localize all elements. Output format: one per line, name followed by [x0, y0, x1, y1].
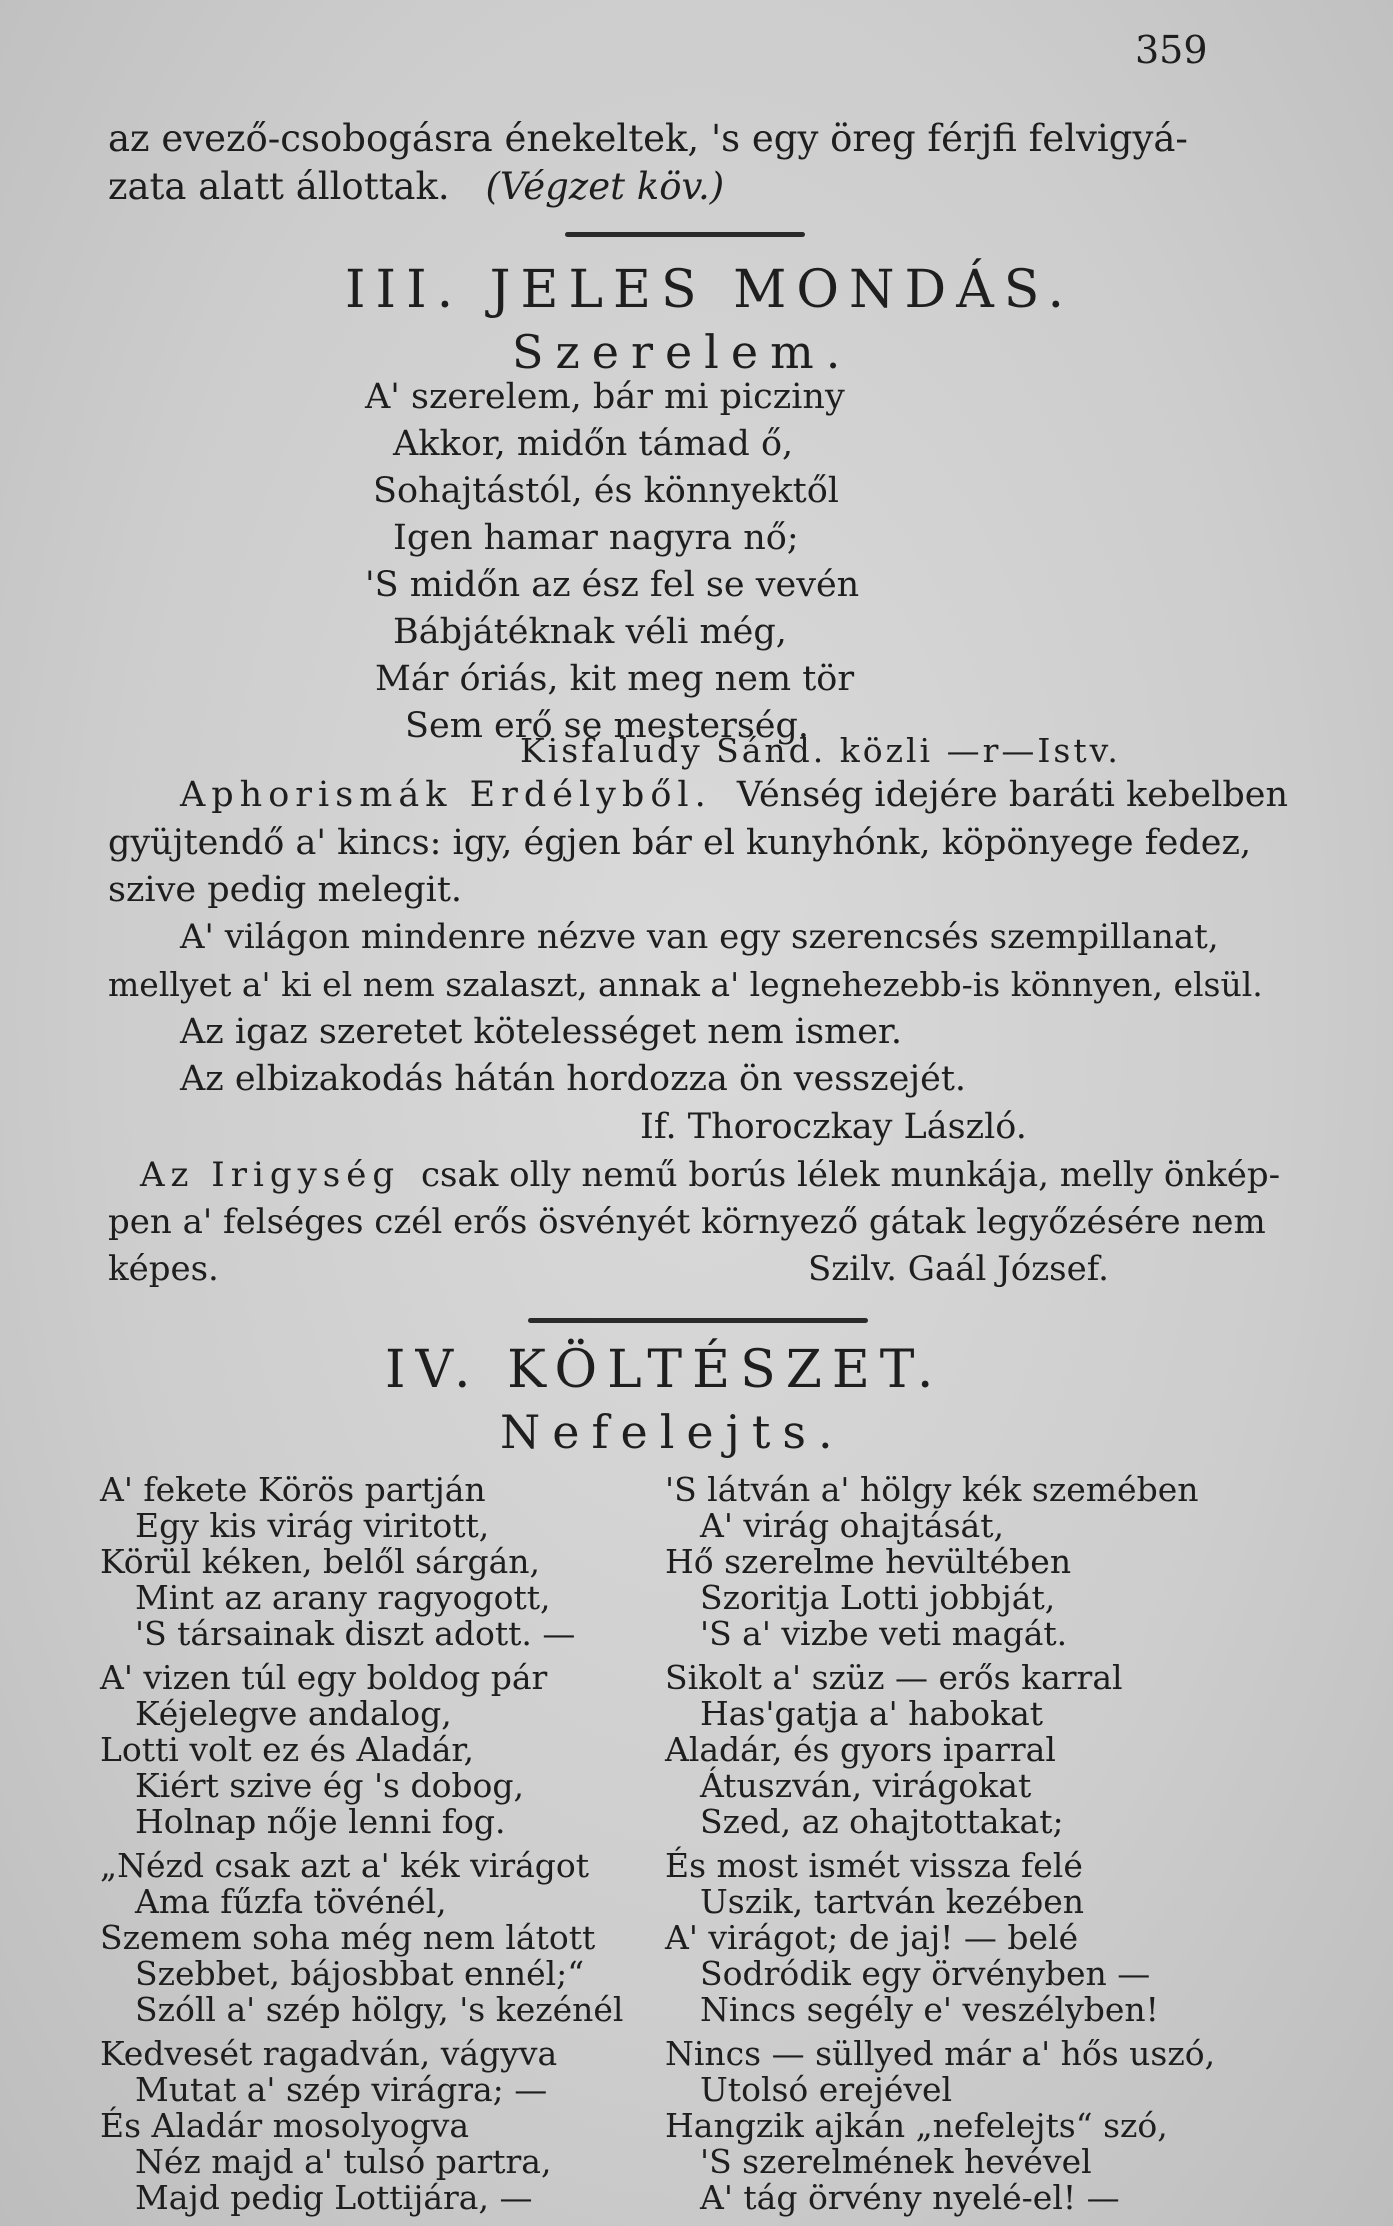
- poem-line: Sem erő se mesterség.: [405, 706, 810, 746]
- verse-line: Kéjelegve andalog,: [135, 1694, 452, 1733]
- verse-line: Sikolt a' szüz — erős karral: [665, 1658, 1123, 1697]
- verse-line: Szóll a' szép hölgy, 's kezénél: [135, 1990, 624, 2029]
- verse-line: És Aladár mosolyogva: [100, 2106, 470, 2145]
- verse-line: Mutat a' szép virágra; —: [135, 2070, 548, 2109]
- verse-line: Utolsó erejével: [700, 2070, 953, 2109]
- envy-word: Az Irigység: [140, 1155, 401, 1195]
- verse-line: 'S szerelmének hevével: [700, 2142, 1092, 2181]
- verse-line: 'S látván a' hölgy kék szemében: [665, 1470, 1199, 1509]
- verse-line: Kedvesét ragadván, vágyva: [100, 2034, 558, 2073]
- verse-line: Átuszván, virágokat: [700, 1766, 1032, 1805]
- signature-gaal: Szilv. Gaál József.: [808, 1249, 1109, 1289]
- verse-line: 'S társainak diszt adott. —: [135, 1614, 576, 1653]
- aphorism-line: A' világon mindenre nézve van egy szerencsés szempillanat,: [180, 917, 1219, 957]
- verse-line: Lotti volt ez és Aladár,: [100, 1730, 475, 1769]
- poem-line: Akkor, midőn támad ő,: [393, 424, 794, 464]
- verse-line: Uszik, tartván kezében: [700, 1882, 1085, 1921]
- attribution-kisfaludy: Kisfaludy Sánd. közli —r—Istv.: [520, 731, 1121, 770]
- continued-note: (Végzet köv.): [485, 165, 725, 208]
- verse-line: Szoritja Lotti jobbját,: [700, 1578, 1056, 1617]
- verse-line: A' vizen túl egy boldog pár: [100, 1658, 548, 1697]
- aphorism-title: [180, 775, 1288, 815]
- section-divider-2: [528, 1318, 868, 1323]
- intro-line-1: [108, 117, 1230, 160]
- verse-line: Holnap nője lenni fog.: [135, 1802, 506, 1841]
- poem-line: Bábjátéknak véli még,: [393, 612, 787, 652]
- poem-line: Sohajtástól, és könnyektől: [373, 471, 839, 511]
- aphorism-line: Az igaz szeretet kötelességet nem ismer.: [180, 1012, 902, 1052]
- intro-line-1-text: az evező-csobogásra énekeltek, 's egy öreg férjfi felvigyá-: [108, 117, 1188, 160]
- envy-paragraph-first: [140, 1155, 1281, 1195]
- verse-line: Néz majd a' tulsó partra,: [135, 2142, 552, 2181]
- verse-line: A' virág ohajtását,: [700, 1506, 1004, 1545]
- section-heading-kolteszet: IV. KÖLTÉSZET.: [385, 1340, 944, 1400]
- envy-line: pen a' felséges czél erős ösvényét környező gátak legyőzésére nem: [108, 1202, 1266, 1242]
- poem-title-szerelem: Szerelem.: [512, 325, 853, 379]
- aphorism-line: Az elbizakodás hátán hordozza ön vesszejét.: [180, 1059, 967, 1099]
- poem-line: 'S midőn az ész fel se vevén: [365, 565, 860, 605]
- aphorism-line: gyüjtendő a' kincs: igy, égjen bár el kunyhónk, köpönyege fedez,: [108, 823, 1252, 863]
- verse-line: Egy kis virág viritott,: [135, 1506, 490, 1545]
- verse-line: Aladár, és gyors iparral: [665, 1730, 1056, 1769]
- verse-line: Szemem soha még nem látott: [100, 1918, 596, 1957]
- intro-line-2: [108, 165, 725, 208]
- verse-line: Körül kéken, belől sárgán,: [100, 1542, 541, 1581]
- poem-line: Igen hamar nagyra nő;: [393, 518, 799, 558]
- aphorism-title-text: Aphorismák Erdélyből.: [180, 775, 712, 815]
- verse-line: Ama fűzfa tövénél,: [135, 1882, 447, 1921]
- poem-line: A' szerelem, bár mi picziny: [365, 377, 845, 417]
- section-divider-1: [565, 232, 805, 237]
- verse-line: A' virágot; de jaj! — belé: [665, 1918, 1079, 1957]
- envy-line: csak olly nemű borús lélek munkája, melly önkép-: [420, 1155, 1281, 1195]
- verse-line: Nincs — süllyed már a' hős uszó,: [665, 2034, 1216, 2073]
- verse-line: Kiért szive ég 's dobog,: [135, 1766, 525, 1805]
- verse-line: Hangzik ajkán „nefelejts“ szó,: [665, 2106, 1168, 2145]
- verse-line: 'S a' vizbe veti magát.: [700, 1614, 1068, 1653]
- aphorism-line: szive pedig melegit.: [108, 870, 463, 910]
- verse-line: Majd pedig Lottijára, —: [135, 2178, 533, 2217]
- verse-line: A' fekete Körös partján: [100, 1470, 486, 1509]
- verse-line: És most ismét vissza felé: [665, 1846, 1083, 1885]
- verse-line: A' tág örvény nyelé-el! —: [700, 2178, 1120, 2217]
- section-heading-jeles-mondas: III. JELES MONDÁS.: [345, 260, 1075, 320]
- verse-line: Szed, az ohajtottakat;: [700, 1802, 1064, 1841]
- verse-line: „Nézd csak azt a' kék virágot: [100, 1846, 590, 1885]
- poem-title-nefelejts: Nefelejts.: [500, 1405, 845, 1459]
- envy-line: képes.: [108, 1249, 219, 1289]
- verse-line: Nincs segély e' veszélyben!: [700, 1990, 1159, 2029]
- verse-line: Szebbet, bájosbbat ennél;“: [135, 1954, 585, 1993]
- signature-thoroczkay: If. Thoroczkay László.: [640, 1107, 1027, 1147]
- page-number: 359: [1135, 28, 1208, 72]
- verse-line: Hő szerelme hevültében: [665, 1542, 1072, 1581]
- aphorism-line: Vénség idejére baráti kebelben: [736, 775, 1288, 815]
- verse-line: Has'gatja a' habokat: [700, 1694, 1044, 1733]
- verse-line: Sodródik egy örvényben —: [700, 1954, 1151, 1993]
- aphorism-line: mellyet a' ki el nem szalaszt, annak a' legnehezebb-is könnyen, elsül.: [108, 965, 1263, 1004]
- verse-line: Mint az arany ragyogott,: [135, 1578, 551, 1617]
- intro-line-2-text: zata alatt állottak.: [108, 165, 450, 208]
- poem-line: Már óriás, kit meg nem tör: [375, 659, 855, 699]
